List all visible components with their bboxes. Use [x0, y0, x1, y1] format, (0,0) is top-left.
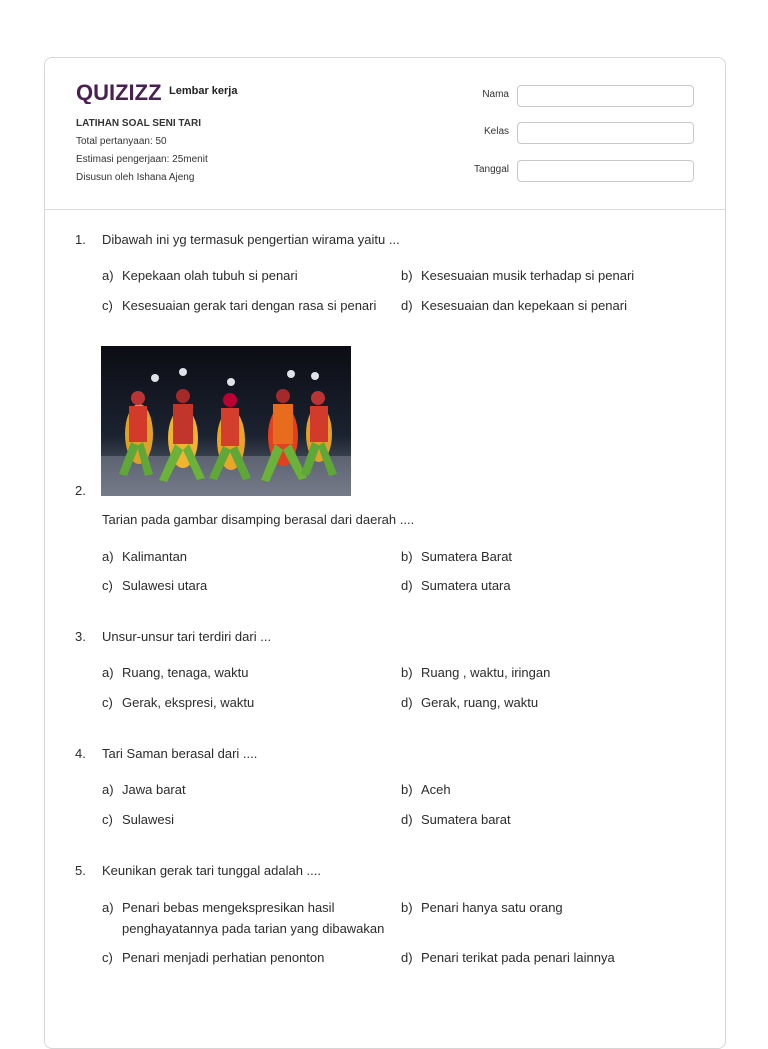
option-b: b) Ruang , waktu, iringan: [401, 665, 551, 680]
question-number: 1.: [75, 232, 86, 247]
question-number: 4.: [75, 746, 86, 761]
quizizz-logo: [76, 80, 164, 104]
worksheet-header: [45, 58, 725, 210]
option-d: d) Sumatera utara: [401, 578, 511, 593]
option-a-continued: penghayatannya pada tarian yang dibawakan: [122, 921, 385, 936]
option-c: c) Penari menjadi perhatian penonton: [102, 950, 325, 965]
date-label: Tanggal: [473, 164, 509, 175]
name-field[interactable]: [517, 85, 694, 107]
estimated-time: Estimasi pengerjaan: 25menit: [76, 154, 208, 165]
date-field[interactable]: [517, 160, 694, 182]
option-d: d) Gerak, ruang, waktu: [401, 695, 539, 710]
worksheet-type: Lembar kerja: [169, 85, 238, 97]
option-a: a) Jawa barat: [102, 782, 186, 797]
option-c: c) Gerak, ekspresi, waktu: [102, 695, 255, 710]
option-c: c) Kesesuaian gerak tari dengan rasa si penari: [102, 298, 377, 313]
worksheet-title: LATIHAN SOAL SENI TARI: [76, 118, 201, 129]
class-label: Kelas: [483, 126, 509, 137]
option-c: c) Sulawesi utara: [102, 578, 208, 593]
class-field[interactable]: [517, 122, 694, 144]
author: Disusun oleh Ishana Ajeng: [76, 172, 195, 183]
question-text: Tari Saman berasal dari ....: [102, 746, 258, 761]
option-d: d) Kesesuaian dan kepekaan si penari: [401, 298, 627, 313]
option-d: d) Penari terikat pada penari lainnya: [401, 950, 615, 965]
svg-text:QUIZIZZ: QUIZIZZ: [76, 80, 162, 104]
option-a: a) Ruang, tenaga, waktu: [102, 665, 249, 680]
question-text: Unsur-unsur tari terdiri dari ...: [102, 629, 272, 644]
question-number: 3.: [75, 629, 86, 644]
option-b: b) Aceh: [401, 782, 451, 797]
question-text: Dibawah ini yg termasuk pengertian wirama yaitu ...: [102, 232, 400, 247]
option-d: d) Sumatera barat: [401, 812, 511, 827]
option-b: b) Penari hanya satu orang: [401, 900, 563, 915]
question-text: Keunikan gerak tari tunggal adalah ....: [102, 863, 321, 878]
question-number: 2.: [75, 483, 86, 498]
option-a: a) Penari bebas mengekspresikan hasil: [102, 900, 335, 915]
question-number: 5.: [75, 863, 86, 878]
question-text: Tarian pada gambar disamping berasal dari daerah ....: [102, 512, 415, 527]
option-a: a) Kepekaan olah tubuh si penari: [102, 268, 298, 283]
dance-photo: [101, 346, 351, 496]
option-b: b) Kesesuaian musik terhadap si penari: [401, 268, 635, 283]
option-c: c) Sulawesi: [102, 812, 175, 827]
option-a: a) Kalimantan: [102, 549, 188, 564]
name-label: Nama: [482, 89, 509, 100]
option-b: b) Sumatera Barat: [401, 549, 513, 564]
total-questions: Total pertanyaan: 50: [76, 136, 167, 147]
